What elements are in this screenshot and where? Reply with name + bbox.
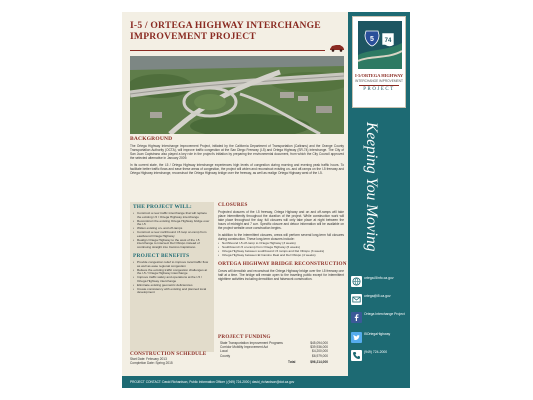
benefits-heading: PROJECT BENEFITS [133, 252, 190, 259]
highway-shield-icon [358, 21, 402, 69]
page-title: I-5 / ORTEGA HIGHWAY INTERCHANGE IMPROVEMENT PROJECT [130, 20, 321, 42]
footer-contact-text: PROJECT CONTACT: David Richardson, Public Information Officer | (949) 724-2000 | david_richardson@dot.ca.gov [130, 380, 295, 384]
project-logo [352, 16, 406, 108]
list-item: • Create consistency with existing and planned local development [133, 288, 211, 296]
aerial-interchange-photo [130, 56, 344, 134]
list-item: • Construct a new northbound I-5 loop on-ramp from eastbound Ortega Highway [133, 231, 211, 239]
list-item: • Ortega Highway between El Camino Real and Del Obispo (4 weeks) [218, 254, 344, 258]
logo-word: PROJECT [363, 87, 395, 92]
list-item: • Provide congestion relief to improve local traffic flow as well as ease regional congestion [133, 261, 211, 269]
mail-icon [351, 294, 362, 305]
bridge-paragraph: Crews will demolish and reconstruct the Ortega Highway bridge over the I-5 freeway one half at a time. The bridge will remain open to the traveling public except for intermittent nighttime activities including demolition and falsework construction. [218, 268, 344, 281]
logo-subtitle: INTERCHANGE IMPROVEMENT [355, 79, 403, 83]
schedule-end: Completion Date: Spring 2015 [130, 360, 173, 365]
right-sidebar [348, 12, 410, 388]
web-icon [351, 276, 362, 287]
background-paragraph-2: In its current state, the I-5 / Ortega Highway interchange experiences high levels of congestion during morning and evening peak traffic hours. To facilitate better traffic flows and ease these areas of congestion, the project will widen and reconstruct existing on- and off-ramps on the I-5 freeway and Ortega Highway interchange, reconstruct the Ortega Highway bridge over the freeway, as well as realign Ortega Highway west of the I-5. [130, 163, 344, 176]
list-item: • Construct a new traffic interchange that will replace the existing I-5 / Ortega Highway interchange [133, 212, 211, 220]
background-heading: BACKGROUND [130, 136, 173, 142]
list-item: • Ortega Highway between southbound I-5 ramps and Del Obispo (3 weeks) [218, 250, 344, 254]
list-item: • Reconstruct the existing Ortega Highway bridge over the I-5 [133, 220, 211, 228]
phone-icon [351, 350, 362, 361]
funding-row: Corridor Mobility Improvement Act $39,936,000 [220, 345, 328, 350]
list-item: • Eliminate existing geometric deficiencies [133, 284, 211, 288]
contact-footer [122, 376, 348, 388]
closures-paragraph-1: Projected closures of the I-5 freeway, Ortega Highway and on and off-ramps will take place intermittently throughout the duration of the project. While construction work will take place throughout the day, full closures will only take place at night between the hours of midnight and 7 a.m. Specific closure and detour information will be available on the project website once construction begins. [218, 210, 344, 231]
list-item: • Northbound I-5 off-ramp to Ortega Highway (3 weeks) [218, 242, 344, 246]
contact-email[interactable]: ortega@i5.ca.gov [350, 294, 408, 306]
tagline-text: Keeping You Moving [363, 122, 380, 252]
background-paragraph-1: The Ortega Highway Interchange Improvement Project, initiated by the California Department of Transportation (Caltrans) and the Orange County Transportation Authority (OCTA), will improve traffic congestion at the San Diego Freeway (I-5) and Ortega Highway (SR-74) interchange. The City of San Juan Capistrano also played a key role in the project's initiation by preparing the environmental document, from which the City Council approved the selected alternative in January 2009. [130, 144, 344, 161]
schedule-heading: CONSTRUCTION SCHEDULE [130, 351, 207, 357]
logo-rule [359, 85, 399, 86]
closures-heading: CLOSURES [218, 202, 248, 208]
route-5-label: 5 [370, 36, 374, 43]
benefits-list [133, 261, 211, 295]
list-item: • Improve traffic safety and operations at the I-5 / Ortega Highway interchange [133, 276, 211, 284]
list-item: • Realign Ortega Highway to the west of the I-5 interchange to intersect Del Obispo instead of continuing straight into Camino Capistrano [133, 239, 211, 250]
funding-heading: PROJECT FUNDING [218, 334, 271, 340]
tagline [356, 122, 404, 272]
background-section [130, 136, 344, 175]
closures-list [218, 242, 344, 257]
project-fact-sheet [122, 12, 410, 388]
construction-schedule [130, 351, 214, 366]
funding-total: Total $96,214,000 [288, 359, 328, 364]
project-will-box [130, 202, 214, 352]
funding-row: County $6,979,000 [220, 353, 328, 358]
funding-row: State Transportation Improvement Programs $45,094,000 [220, 341, 328, 345]
twitter-icon [351, 332, 362, 343]
schedule-start: Start Date: February 2013 [130, 357, 167, 361]
car-icon [329, 43, 345, 52]
project-funding [218, 334, 344, 364]
closures-section [218, 202, 347, 281]
social-icon [351, 312, 362, 323]
closures-paragraph-2: In addition to the intermittent closures, crews will perform several long-term full closures during construction. These long-term closures include: [218, 233, 344, 242]
project-will-heading: THE PROJECT WILL: [133, 204, 192, 210]
logo-name: I-5/ORTEGA HIGHWAY [354, 73, 404, 78]
project-will-list [133, 212, 211, 250]
list-item: • Relieve the existing traffic congestion challenges at the I-5 / Ortega Highway interchange [133, 269, 211, 277]
title-rule [130, 50, 325, 51]
list-item: • Widen existing on- and off-ramps [133, 227, 211, 231]
route-74-label: 74 [384, 38, 392, 44]
contact-twitter[interactable]: I5OrtegaHighway [350, 332, 408, 344]
contact-website[interactable]: ortega.i5info.ca.gov [350, 276, 408, 288]
bridge-heading: ORTEGA HIGHWAY BRIDGE RECONSTRUCTION [218, 260, 347, 267]
list-item: • Southbound I-5 on-ramp from Ortega Highway (6 weeks) [218, 246, 344, 250]
contact-social[interactable]: Ortega Interchange Project [350, 312, 408, 324]
contact-phone[interactable]: (949) 724-2000 [350, 350, 408, 362]
funding-row: Local $4,200,000 [220, 349, 328, 354]
